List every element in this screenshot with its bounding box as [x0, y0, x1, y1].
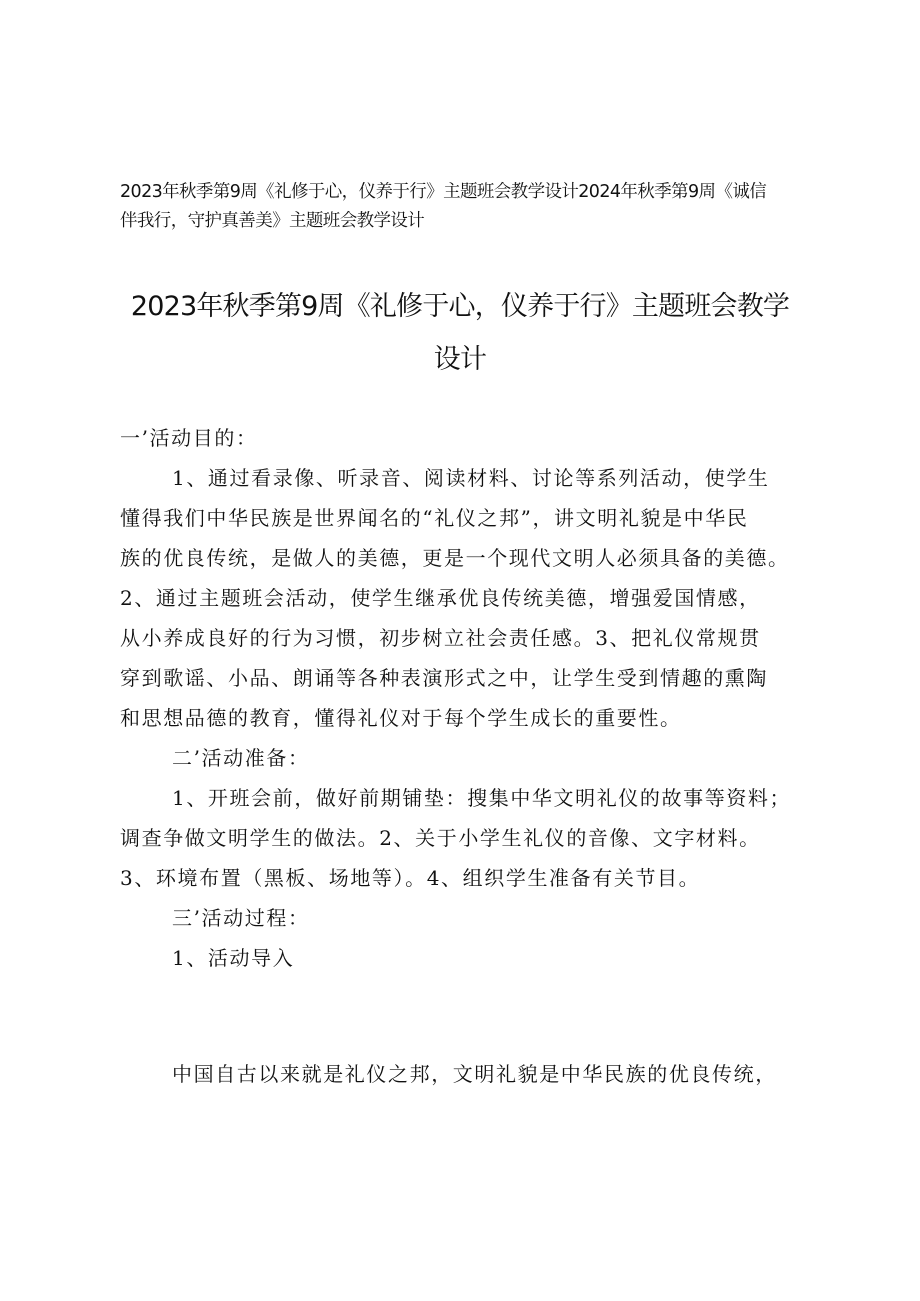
paragraph-line: 调查争做文明学生的做法。2、关于小学生礼仪的音像、文字材料。 — [120, 826, 761, 850]
intro-paragraph — [120, 1054, 828, 1094]
document-header — [120, 178, 820, 236]
paragraph-line: 中国自古以来就是礼仪之邦，文明礼貌是中华民族的优良传统， — [172, 1062, 777, 1086]
paragraph-line: 从小养成良好的行为习惯，初步树立社会责任感。3、把礼仪常规贯 — [120, 626, 761, 650]
header-line-1: 2023年秋季第9周《礼修于心，仪养于行》主题班会教学设计2024年秋季第9周《诚信 — [120, 182, 767, 202]
title-line-1: 2023年秋季第9周《礼修于心，仪养于行》主题班会教学 — [130, 291, 790, 322]
paragraph-line: 1、开班会前，做好前期铺垫：搜集中华文明礼仪的故事等资料； — [172, 786, 792, 810]
header-line-2: 伴我行，守护真善美》主题班会教学设计 — [120, 211, 425, 231]
document-body — [120, 418, 828, 978]
paragraph-line: 和思想品德的教育，懂得礼仪对于每个学生成长的重要性。 — [120, 706, 682, 730]
document-title — [110, 280, 810, 386]
paragraph-line: 族的优良传统，是做人的美德，更是一个现代文明人必须具备的美德。 — [120, 546, 790, 570]
paragraph-line: 3、环境布置（黑板、场地等）。4、组织学生准备有关节目。 — [120, 866, 701, 890]
paragraph-line: 懂得我们中华民族是世界闻名的“礼仪之邦”，讲文明礼貌是中华民 — [120, 506, 749, 530]
paragraph-line: 1、通过看录像、听录音、阅读材料、讨论等系列活动，使学生 — [172, 466, 770, 490]
title-line-2: 设计 — [433, 344, 487, 375]
paragraph-line: 穿到歌谣、小品、朗诵等各种表演形式之中，让学生受到情趣的熏陶 — [120, 666, 768, 690]
section-heading-purpose: 一’活动目的： — [120, 426, 258, 450]
subheading-activity-intro: 1、活动导入 — [172, 946, 295, 970]
section-heading-process: 三’活动过程： — [172, 906, 310, 930]
paragraph-line: 2、通过主题班会活动，使学生继承优良传统美德，增强爱国情感， — [120, 586, 761, 610]
section-heading-preparation: 二’活动准备： — [172, 746, 310, 770]
